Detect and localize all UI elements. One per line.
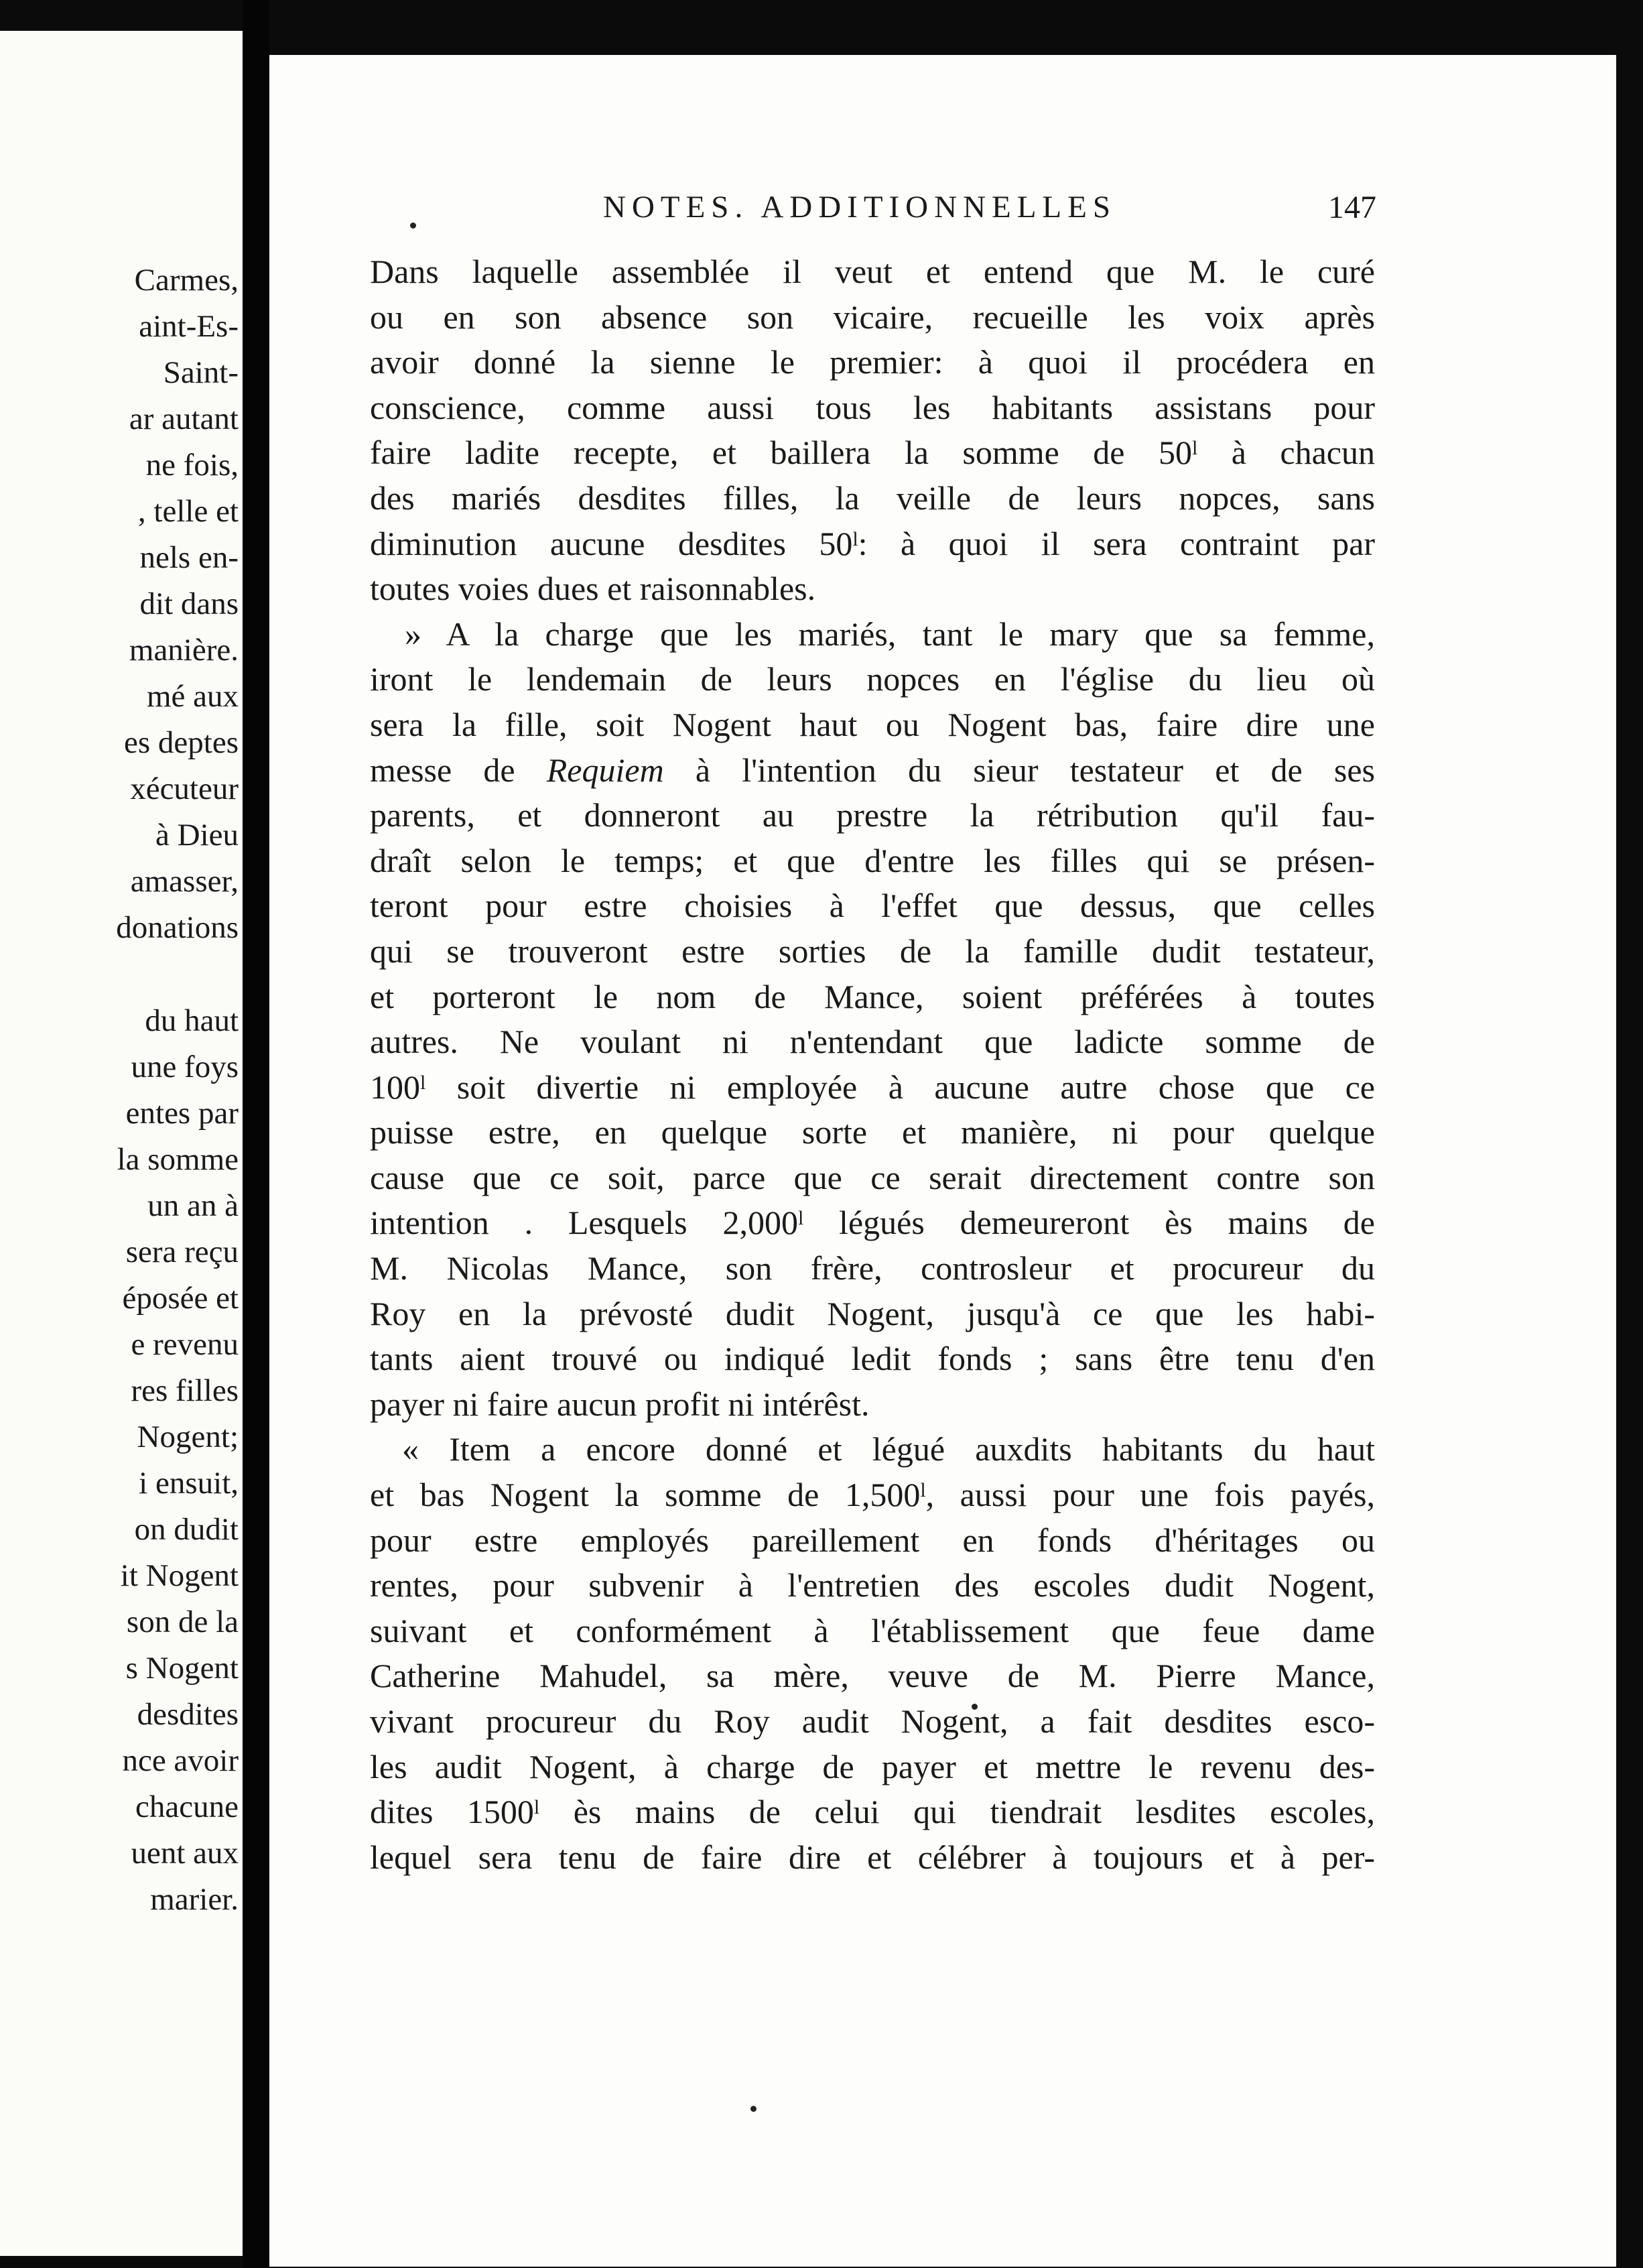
text-line: on dudit (134, 1512, 239, 1547)
paragraph (370, 1427, 1375, 1880)
text-line: teront pour estre choisies à l'effet que dessus, que celles (370, 887, 1375, 925)
book-gutter (243, 0, 269, 2268)
text-line: et porteront le nom de Mance, soient préférées à toutes (370, 977, 1375, 1015)
text-line: nce avoir (122, 1743, 239, 1778)
text-line: Saint- (163, 355, 239, 390)
text-line: et bas Nogent la somme de 1,500ˡ, aussi pour une fois payés, (370, 1476, 1375, 1514)
text-line: manière. (129, 633, 239, 668)
text-line: avoir donné la sienne le premier: à quoi il procédera en (370, 343, 1375, 381)
text-line: xécuteur (130, 771, 239, 806)
text-line: ne fois, (145, 448, 239, 483)
text-line: des mariés desdites filles, la veille de leurs nopces, sans (370, 479, 1375, 517)
text-line: Carmes, (134, 263, 239, 298)
text-line: es deptes (124, 725, 239, 760)
text-line: marier. (150, 1882, 239, 1917)
text-line: res filles (131, 1373, 239, 1408)
text-line: chacune (135, 1789, 239, 1824)
text-fragment: à l'intention du sieur testateur et de ses (663, 751, 1375, 789)
text-line: aint-Es- (139, 309, 239, 344)
text-line: du haut (145, 1003, 239, 1038)
text-line: « Item a encore donné et légué auxdits habitants du haut (402, 1430, 1375, 1468)
text-line: cause que ce soit, parce que ce serait directement contre son (370, 1158, 1375, 1196)
paragraph (370, 249, 1375, 612)
body-text (370, 249, 1375, 1880)
text-line: la somme (117, 1142, 239, 1177)
page-number: 147 (1328, 190, 1376, 225)
text-line: i ensuit, (139, 1466, 239, 1501)
text-line: 100ˡ soit divertie ni employée à aucune autre chose que ce (370, 1068, 1375, 1106)
text-line: s Nogent (125, 1651, 239, 1686)
text-line: entes par (125, 1096, 239, 1131)
text-line: rentes, pour subvenir à l'entretien des escoles dudit Nogent, (370, 1566, 1375, 1604)
text-line: uent aux (131, 1836, 239, 1871)
text-line: pour estre employés pareillement en fonds d'héritages ou (370, 1521, 1375, 1559)
text-line: vivant procureur du Roy audit Nogent, a fait desdites esco- (370, 1702, 1375, 1740)
text-line: une foys (131, 1050, 239, 1084)
text-line: M. Nicolas Mance, son frère, controsleur et procureur du (370, 1249, 1375, 1287)
italic-word: Requiem (546, 751, 664, 789)
text-line: tants aient trouvé ou indiqué ledit fonds ; sans être tenu d'en (370, 1340, 1375, 1378)
text-line: e revenu (131, 1327, 239, 1362)
text-line: iront le lendemain de leurs nopces en l'église du lieu où (370, 660, 1375, 698)
text-line: amasser, (130, 864, 239, 899)
text-line: Roy en la prévosté dudit Nogent, jusqu'à ce que les habi- (370, 1294, 1375, 1332)
text-line: à Dieu (155, 818, 239, 853)
text-line: autres. Ne voulant ni n'entendant que ladicte somme de (370, 1023, 1375, 1061)
text-line: Nogent; (137, 1420, 239, 1454)
paragraph-gap (0, 951, 239, 998)
text-line: diminution aucune desdites 50ˡ: à quoi il sera contraint par (370, 524, 1375, 562)
text-line: toutes voies dues et raisonnables. (370, 570, 816, 608)
text-line: qui se trouveront estre sorties de la famille dudit testateur, (370, 932, 1375, 970)
text-line: nels en- (139, 540, 239, 575)
text-line: les audit Nogent, à charge de payer et mettre le revenu des- (370, 1747, 1375, 1785)
text-line: payer ni faire aucun profit ni intérêst. (370, 1385, 870, 1423)
print-speck (410, 223, 416, 229)
text-line: donations (116, 910, 239, 945)
text-line: parents, et donneront au prestre la rétribution qu'il fau- (370, 796, 1375, 834)
text-line: intention . Lesquels 2,000ˡ légués demeureront ès mains de (370, 1204, 1375, 1242)
text-fragment: messe de (370, 751, 547, 789)
text-line: dites 1500ˡ ès mains de celui qui tiendrait lesdites escoles, (370, 1793, 1375, 1831)
text-line: faire ladite recepte, et baillera la somme de 50ˡ à chacun (370, 434, 1375, 472)
text-line: draît selon le temps; et que d'entre les filles qui se présen- (370, 841, 1375, 879)
text-line: » A la charge que les mariés, tant le mary que sa femme, (405, 615, 1375, 653)
text-line (370, 748, 1375, 794)
text-line: conscience, comme aussi tous les habitants assistans pour (370, 388, 1375, 426)
text-line: Dans laquelle assemblée il veut et entend que M. le curé (370, 253, 1375, 290)
text-line: ou en son absence son vicaire, recueille les voix après (370, 298, 1375, 336)
text-line: un an à (147, 1188, 239, 1223)
current-page (269, 55, 1616, 2267)
text-line: sera reçu (125, 1235, 239, 1269)
text-line: ar autant (129, 401, 239, 436)
text-line: , telle et (137, 494, 239, 529)
text-line: suivant et conformément à l'établissement que feue dame (370, 1611, 1375, 1649)
text-line: son de la (126, 1604, 239, 1639)
text-line: desdites (137, 1697, 239, 1732)
text-line: mé aux (146, 679, 239, 714)
text-line: lequel sera tenu de faire dire et célébrer à toujours et à per- (370, 1838, 1375, 1876)
text-line: sera la fille, soit Nogent haut ou Nogent bas, faire dire une (370, 705, 1375, 743)
previous-page-fragment (0, 31, 243, 2256)
text-line: puisse estre, en quelque sorte et manière, ni pour quelque (370, 1113, 1375, 1151)
text-line: dit dans (139, 586, 239, 621)
text-line: Catherine Mahudel, sa mère, veuve de M. Pierre Mance, (370, 1657, 1375, 1695)
text-line: it Nogent (120, 1558, 239, 1593)
print-speck (750, 2106, 757, 2112)
paragraph (370, 612, 1375, 1428)
previous-page-text (0, 257, 239, 1923)
text-line: éposée et (122, 1281, 239, 1316)
running-head: NOTES. ADDITIONNELLES (603, 190, 1116, 225)
